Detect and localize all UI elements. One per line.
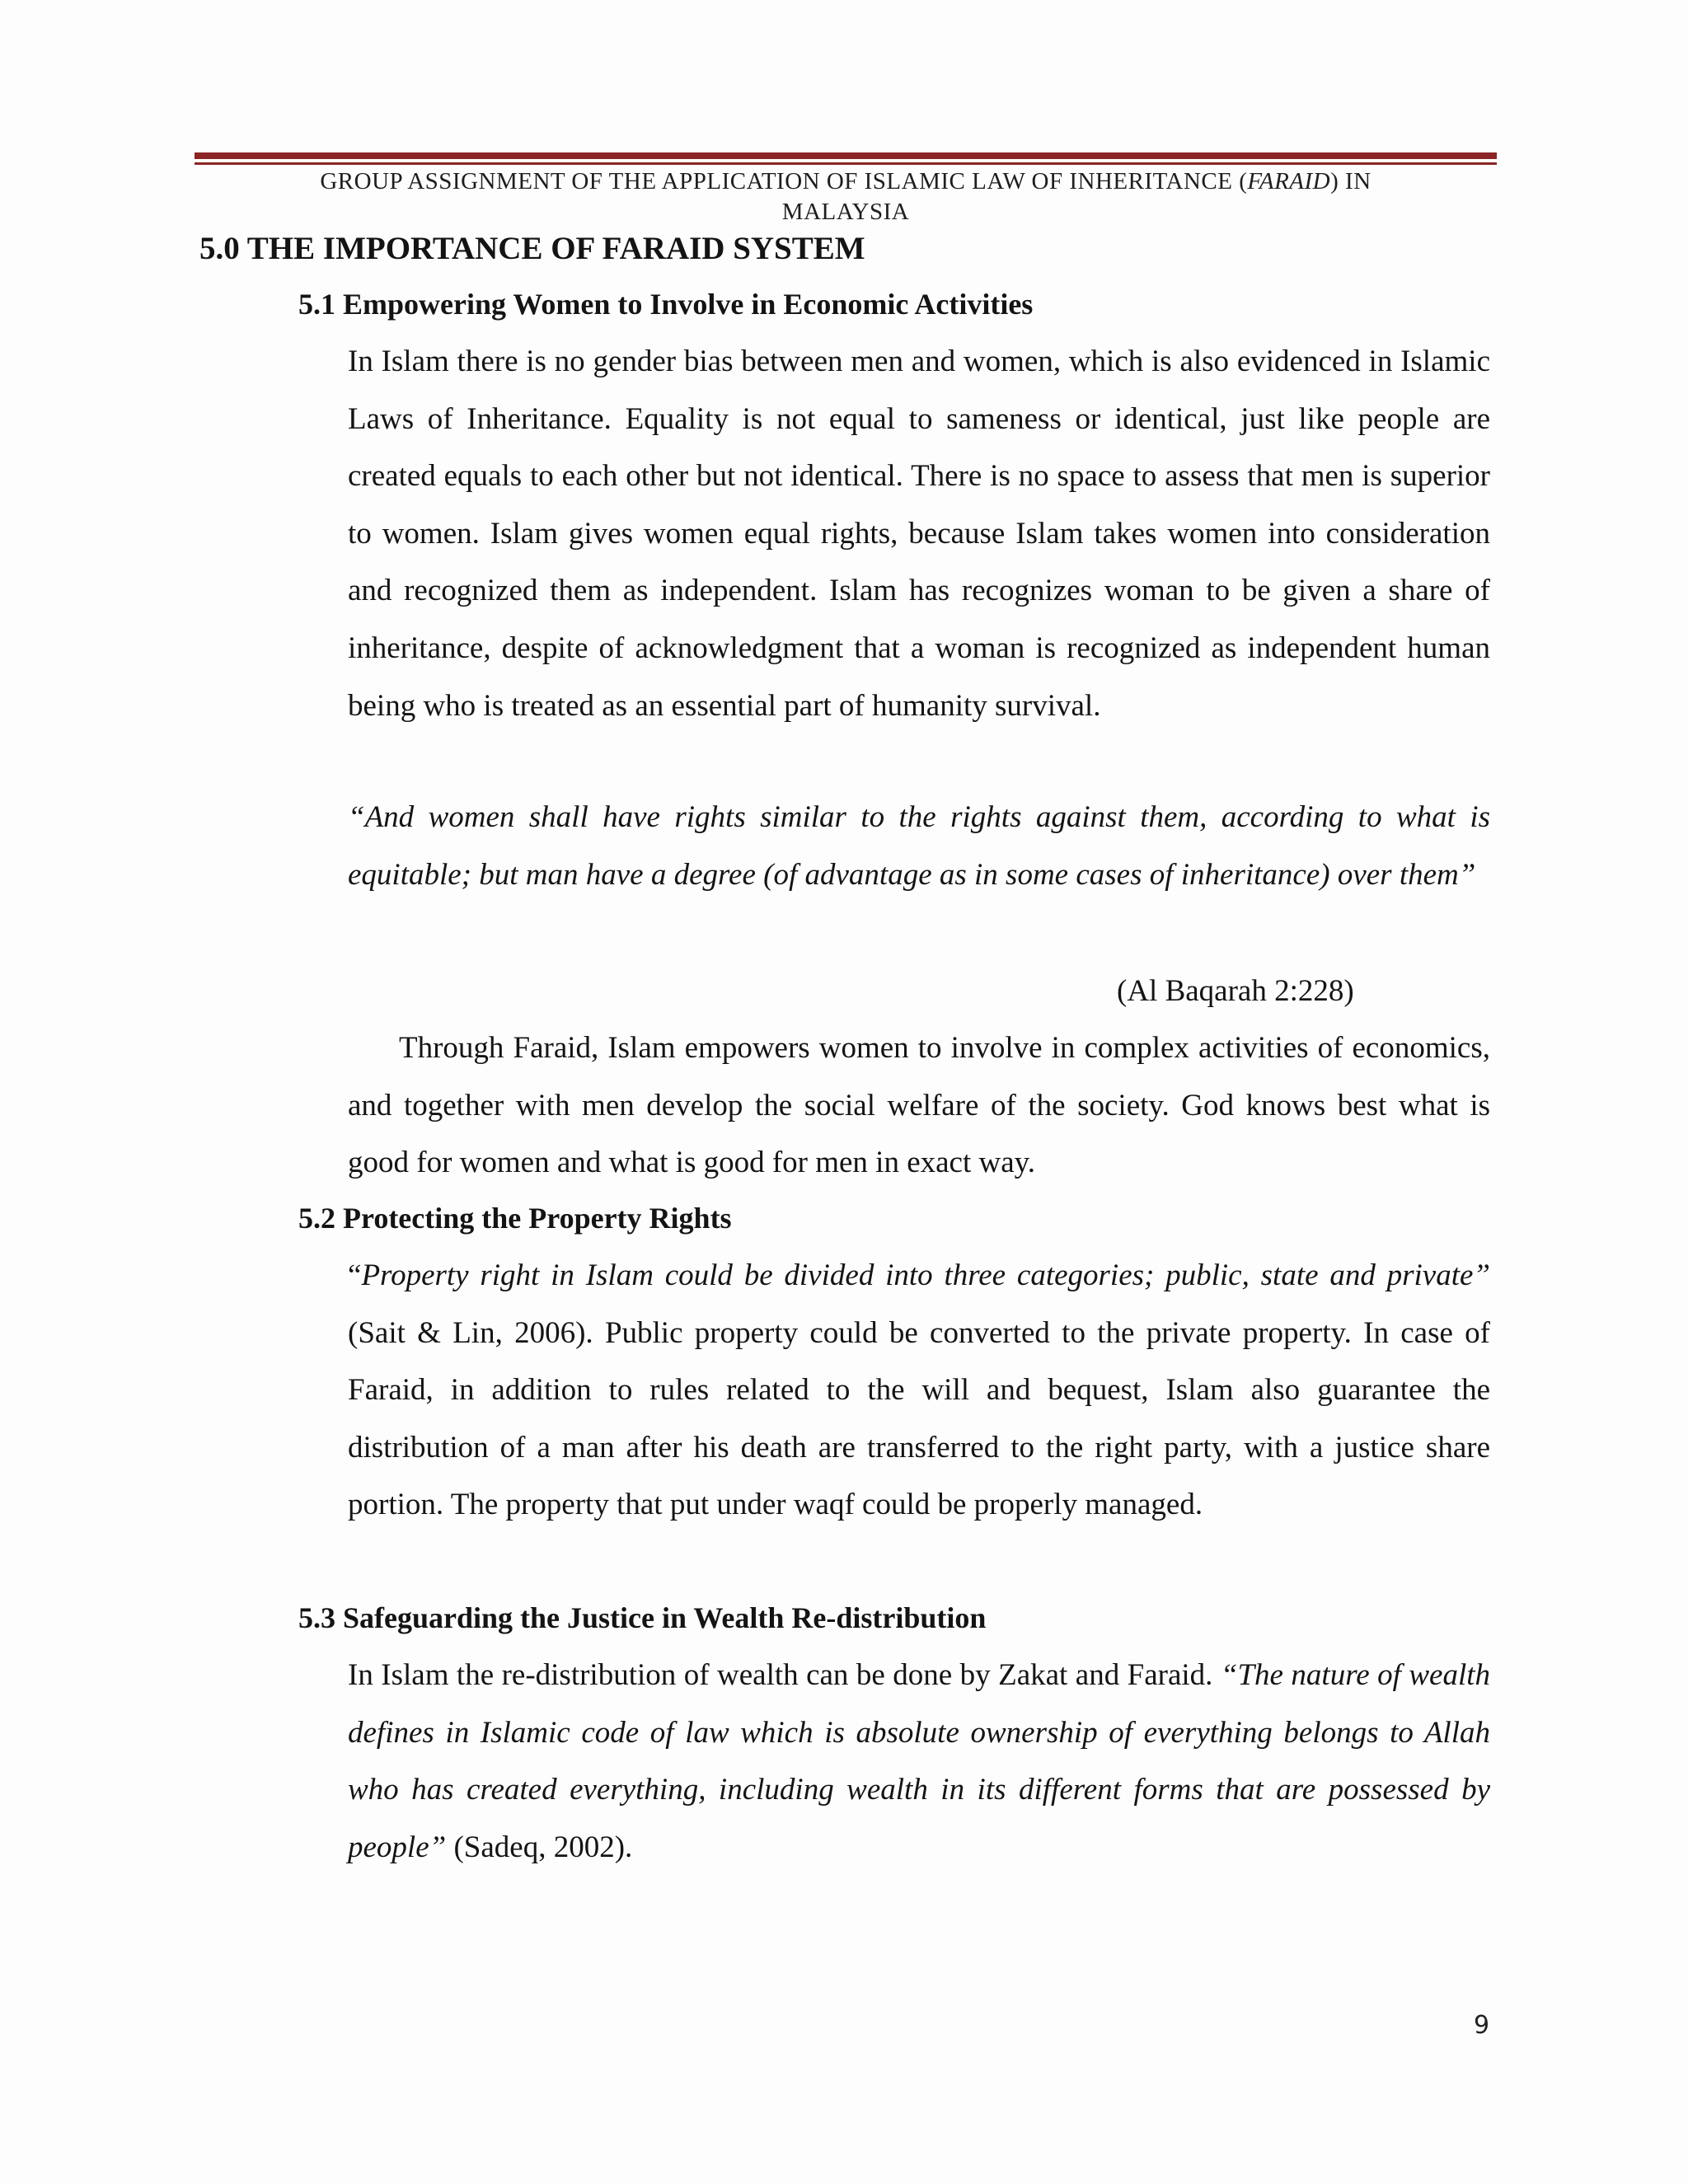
property-quote: Property right in Islam could be divided into three categories; public, state and private” <box>361 1258 1490 1292</box>
subsection-5-1-paragraph-2: Through Faraid, Islam empowers women to involve in complex activities of economics, and together with men develop the social welfare of the society. God knows best what is good for women and what is good for men in exact way. <box>348 1031 1490 1180</box>
quran-citation: (Al Baqarah 2:228) <box>1117 974 1354 1008</box>
subsection-5-1-paragraph: In Islam there is no gender bias between men and women, which is also evidenced in Islamic Laws of Inheritance. Equality is not equal to sameness or identical, just like people are created equals to each other but not identical. There is no space to assess that men is superior to women. Islam gives women equal rights, because Islam takes women into consideration and recognized them as independent. Islam has recognizes woman to be given a share of inheritance, despite of acknowledgment that a woman is recognized as independent human being who is treated as an essential part of humanity survival. <box>348 344 1490 723</box>
quran-quote <box>348 789 1490 903</box>
running-header-line-2: MALAYSIA <box>781 199 910 225</box>
subsection-5-2-text: (Sait & Lin, 2006). Public property could be converted to the private property. In case of Faraid, in addition to rules related to the will and bequest, Islam also guarantee the distribution of a man after his death are transferred to the right party, with a justice share portion. The property that put under waqf could be properly managed. <box>348 1315 1490 1522</box>
subsection-5-3-paragraph <box>348 1647 1490 1876</box>
header-rule-thick <box>195 152 1497 159</box>
page-number: 9 <box>1474 2011 1490 2040</box>
quote-open-mark: “ <box>348 1258 362 1292</box>
header-rule-thin <box>195 162 1497 165</box>
subsection-5-3-title: 5.3 Safeguarding the Justice in Wealth Re-distribution <box>298 1601 987 1634</box>
running-header-italic: FARAID <box>1247 168 1331 194</box>
subsection-5-1-title: 5.1 Empowering Women to Involve in Economic Activities <box>298 288 1034 321</box>
running-header-line-1 <box>195 166 1497 197</box>
wealth-quote: “The nature of wealth defines in Islamic code of law which is absolute ownership of everything belongs to Allah who has created everything, including wealth in its different forms that are possessed by people” <box>348 1658 1491 1864</box>
quran-quote-text: “And women shall have rights similar to the rights against them, according to what is equitable; but man have a degree (of advantage as in some cases of inheritance) over them” <box>348 800 1490 892</box>
subsection-5-3-text: In Islam the re-distribution of wealth can be done by Zakat and Faraid. <box>348 1658 1221 1692</box>
running-header <box>195 166 1497 227</box>
running-header-suffix: ) IN <box>1330 168 1372 194</box>
subsection-5-2-paragraph <box>348 1247 1490 1534</box>
sadeq-citation: (Sadeq, 2002). <box>446 1830 633 1864</box>
running-header-prefix: GROUP ASSIGNMENT OF THE APPLICATION OF ISLAMIC LAW OF INHERITANCE ( <box>320 168 1248 194</box>
subsection-5-2-title: 5.2 Protecting the Property Rights <box>298 1202 732 1235</box>
section-title: 5.0 THE IMPORTANCE OF FARAID SYSTEM <box>199 231 865 266</box>
